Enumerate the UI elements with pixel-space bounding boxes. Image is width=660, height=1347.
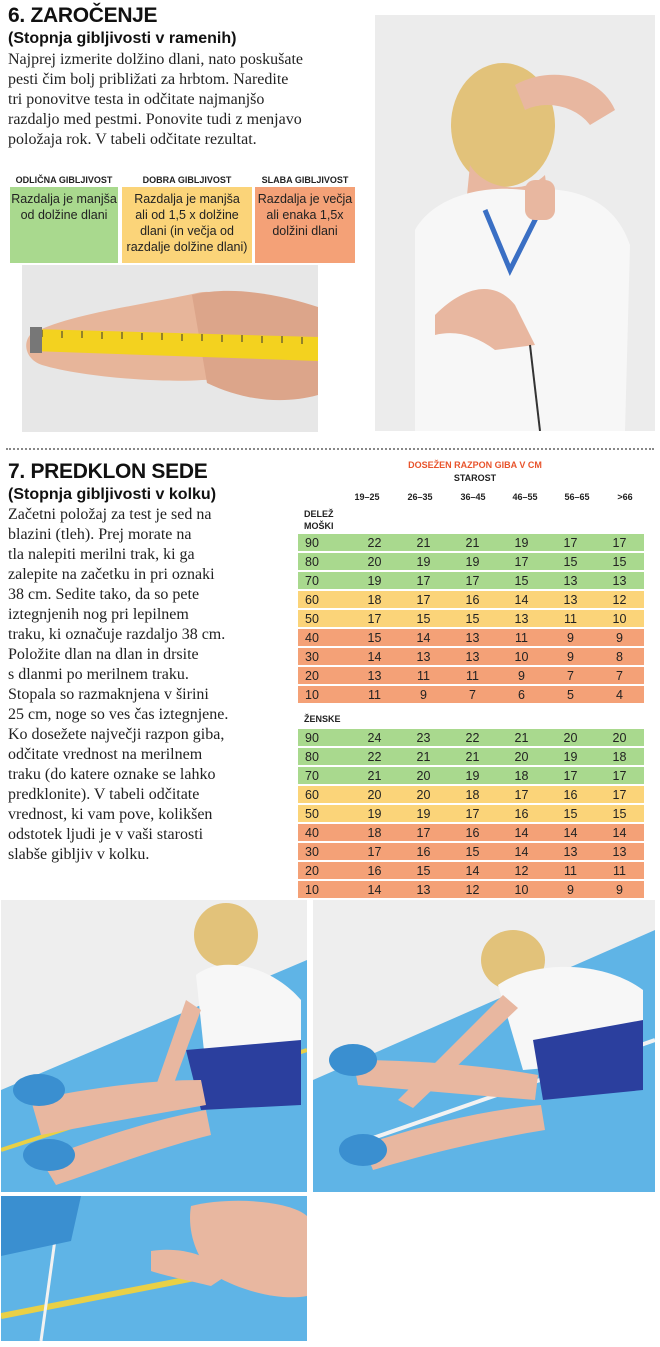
men-group-label [304, 508, 334, 532]
sit-reach-photo-2 [313, 900, 655, 1192]
value-cell: 9 [616, 882, 623, 897]
value-cell: 20 [612, 730, 627, 745]
value-cell: 11 [466, 668, 479, 683]
section7-body [8, 505, 293, 865]
women-table-row [298, 862, 644, 879]
percentile-cell: 70 [305, 573, 319, 588]
rating-good [122, 174, 252, 263]
section7-title: 7. PREDKLON SEDE [8, 460, 208, 483]
value-cell: 6 [518, 687, 525, 702]
body-line: predklonite). V tabeli odčitate [8, 786, 200, 803]
value-cell: 24 [367, 730, 382, 745]
percentile-cell: 70 [305, 768, 319, 783]
body-line: slabše gibljiv v kolku. [8, 846, 150, 863]
value-cell: 11 [613, 863, 626, 878]
value-cell: 14 [416, 630, 431, 645]
value-cell: 17 [612, 535, 627, 550]
value-cell: 11 [515, 630, 528, 645]
value-cell: 20 [416, 787, 431, 802]
value-cell: 16 [465, 825, 480, 840]
value-cell: 13 [367, 668, 382, 683]
value-cell: 19 [563, 749, 578, 764]
value-cell: 21 [465, 535, 480, 550]
women-table-row [298, 881, 644, 898]
men-table-row [298, 686, 644, 703]
value-cell: 15 [416, 863, 431, 878]
section7-subtitle: (Stopnja gibljivosti v kolku) [8, 486, 217, 503]
value-cell: 20 [514, 749, 529, 764]
value-cell: 14 [563, 825, 578, 840]
body-line: Položite dlan na dlan in drsite [8, 646, 199, 663]
rating-line: Razdalja je manjša [134, 192, 240, 206]
value-cell: 13 [416, 649, 431, 664]
value-cell: 17 [612, 787, 627, 802]
rating-poor [255, 174, 355, 263]
value-cell: 21 [367, 768, 382, 783]
value-cell: 17 [367, 611, 382, 626]
women-table-row [298, 767, 644, 784]
rating-line: Razdalja je manjša [11, 192, 117, 206]
value-cell: 15 [612, 806, 627, 821]
value-cell: 17 [612, 768, 627, 783]
value-cell: 14 [465, 863, 480, 878]
value-cell: 17 [465, 806, 480, 821]
body-line: Ko dosežete največji razpon giba, [8, 726, 225, 743]
value-cell: 11 [564, 611, 577, 626]
value-cell: 16 [514, 806, 529, 821]
value-cell: 9 [518, 668, 525, 683]
value-cell: 15 [465, 844, 480, 859]
value-cell: 17 [563, 768, 578, 783]
table-subcaption: STAROST [453, 473, 497, 483]
age-header: >66 [617, 492, 633, 502]
value-cell: 13 [465, 649, 480, 664]
value-cell: 13 [563, 573, 578, 588]
rating-header: SLABA GIBLJIVOST [261, 175, 349, 185]
body-line: traku (do katere oznake se lahko [8, 766, 216, 783]
value-cell: 14 [367, 649, 382, 664]
age-header: 19–25 [354, 492, 380, 502]
value-cell: 18 [367, 592, 382, 607]
value-cell: 11 [564, 863, 577, 878]
value-cell: 22 [367, 749, 382, 764]
percentile-cell: 90 [305, 535, 319, 550]
value-cell: 14 [367, 882, 382, 897]
age-header: 56–65 [564, 492, 590, 502]
rating-line: od dolžine dlani [20, 208, 108, 222]
value-cell: 15 [367, 630, 382, 645]
hand-measure-photo [22, 265, 318, 432]
rating-box [10, 187, 118, 263]
body-line: 38 cm. Sedite tako, da so pete [8, 586, 200, 603]
body-line: blazini (tleh). Prej morate na [8, 526, 192, 543]
value-cell: 21 [416, 749, 431, 764]
men-table-row [298, 572, 644, 589]
value-cell: 14 [514, 825, 529, 840]
percentile-cell: 60 [305, 787, 319, 802]
body-line: tri ponovitve testa in odčitate najmanjšo [8, 91, 265, 108]
value-cell: 15 [563, 806, 578, 821]
value-cell: 16 [563, 787, 578, 802]
value-cell: 9 [420, 687, 427, 702]
rating-line: dlani (in večja od [140, 224, 234, 238]
value-cell: 14 [514, 844, 529, 859]
rating-line: ali enaka 1,5x [266, 208, 344, 222]
value-cell: 15 [514, 573, 529, 588]
value-cell: 14 [514, 592, 529, 607]
value-cell: 7 [567, 668, 574, 683]
rating-header: DOBRA GIBLJIVOST [142, 175, 232, 185]
body-line: razdaljo med pestmi. Ponovite tudi z menjavo [8, 111, 302, 128]
men-table-row [298, 591, 644, 608]
value-cell: 20 [367, 787, 382, 802]
percentile-cell: 40 [305, 825, 319, 840]
value-cell: 13 [563, 592, 578, 607]
men-label: MOŠKI [304, 521, 334, 531]
body-line: Začetni položaj za test je sed na [8, 506, 212, 523]
value-cell: 16 [416, 844, 431, 859]
value-cell: 13 [563, 844, 578, 859]
value-cell: 21 [416, 535, 431, 550]
value-cell: 20 [416, 768, 431, 783]
percentile-cell: 80 [305, 749, 319, 764]
women-table-row [298, 824, 644, 841]
body-line: zalepite na začetku in pri oznaki [8, 566, 215, 583]
value-cell: 17 [416, 592, 431, 607]
value-cell: 13 [465, 630, 480, 645]
value-cell: 18 [367, 825, 382, 840]
value-cell: 11 [368, 687, 381, 702]
value-cell: 18 [612, 749, 627, 764]
value-cell: 16 [465, 592, 480, 607]
section6-title: 6. ZAROČENJE [8, 4, 158, 27]
body-line: traku, ki označuje razdaljo 38 cm. [8, 626, 226, 643]
women-table-row [298, 843, 644, 860]
value-cell: 13 [612, 573, 627, 588]
men-table-row [298, 629, 644, 646]
value-cell: 12 [465, 882, 480, 897]
age-header: 26–35 [407, 492, 433, 502]
value-cell: 21 [465, 749, 480, 764]
percentile-cell: 90 [305, 730, 319, 745]
percentile-cell: 20 [305, 863, 319, 878]
percentile-cell: 10 [305, 882, 319, 897]
value-cell: 15 [612, 554, 627, 569]
section6-subtitle: (Stopnja gibljivosti v ramenih) [8, 30, 237, 47]
value-cell: 13 [514, 611, 529, 626]
value-cell: 19 [514, 535, 529, 550]
value-cell: 17 [416, 573, 431, 588]
percentile-cell: 20 [305, 668, 319, 683]
value-cell: 11 [417, 668, 430, 683]
share-label: DELEŽ [304, 509, 334, 519]
men-table-row [298, 648, 644, 665]
value-cell: 17 [416, 825, 431, 840]
table-caption: DOSEŽEN RAZPON GIBA V CM [408, 460, 542, 470]
rating-line: Razdalja je večja [257, 192, 353, 206]
value-cell: 17 [514, 787, 529, 802]
body-line: Najprej izmerite dolžino dlani, nato poskušate [8, 51, 304, 68]
value-cell: 17 [563, 535, 578, 550]
value-cell: 18 [465, 787, 480, 802]
value-cell: 5 [567, 687, 574, 702]
value-cell: 20 [563, 730, 578, 745]
value-cell: 15 [416, 611, 431, 626]
shoulder-stretch-photo [375, 15, 655, 431]
hands-tape-closeup-photo [1, 1196, 307, 1341]
women-table-row [298, 729, 644, 746]
body-line: vrednost, ki vam pove, kolikšen [8, 806, 213, 823]
women-group-label: ŽENSKE [304, 714, 341, 724]
rating-box [255, 187, 355, 263]
value-cell: 18 [514, 768, 529, 783]
rating-box [122, 187, 252, 263]
value-cell: 13 [416, 882, 431, 897]
body-line: pesti čim bolj približati za hrbtom. Naredite [8, 71, 289, 88]
body-line: odstotek ljudi je v vaši starosti [8, 826, 204, 843]
section6-body [8, 50, 368, 150]
value-cell: 7 [616, 668, 623, 683]
value-cell: 15 [465, 611, 480, 626]
value-cell: 8 [616, 649, 623, 664]
value-cell: 22 [367, 535, 382, 550]
body-line: odčitate vrednost na merilnem [8, 746, 203, 763]
value-cell: 12 [612, 592, 627, 607]
value-cell: 17 [367, 844, 382, 859]
men-table-row [298, 667, 644, 684]
age-header: 46–55 [512, 492, 538, 502]
women-table-row [298, 805, 644, 822]
value-cell: 10 [612, 611, 627, 626]
percentile-cell: 50 [305, 806, 319, 821]
value-cell: 22 [465, 730, 480, 745]
value-cell: 21 [514, 730, 529, 745]
rating-excellent [10, 174, 118, 263]
percentile-cell: 40 [305, 630, 319, 645]
men-table-row [298, 534, 644, 551]
percentile-cell: 10 [305, 687, 319, 702]
rating-line: razdalje dolžine dlani) [126, 240, 248, 254]
value-cell: 16 [367, 863, 382, 878]
value-cell: 10 [514, 649, 529, 664]
men-table-row [298, 553, 644, 570]
value-cell: 9 [567, 649, 574, 664]
percentile-cell: 30 [305, 649, 319, 664]
value-cell: 19 [416, 806, 431, 821]
percentile-cell: 80 [305, 554, 319, 569]
value-cell: 7 [469, 687, 476, 702]
body-line: Stopala so razmaknjena v širini [8, 686, 209, 703]
sit-reach-photo-1 [1, 900, 307, 1192]
value-cell: 9 [567, 630, 574, 645]
rating-header: ODLIČNA GIBLJIVOST [15, 175, 113, 185]
rating-line: ali od 1,5 x dolžine [135, 208, 239, 222]
value-cell: 14 [612, 825, 627, 840]
rating-line: dolžini dlani [272, 224, 338, 238]
value-cell: 19 [465, 554, 480, 569]
women-table-row [298, 748, 644, 765]
women-table-row [298, 786, 644, 803]
percentile-cell: 50 [305, 611, 319, 626]
value-cell: 17 [514, 554, 529, 569]
body-line: 25 cm, noge so ves čas iztegnjene. [8, 706, 229, 723]
value-cell: 23 [416, 730, 431, 745]
value-cell: 15 [563, 554, 578, 569]
value-cell: 9 [616, 630, 623, 645]
men-table-row [298, 610, 644, 627]
section-divider [6, 448, 654, 450]
value-cell: 12 [514, 863, 529, 878]
value-cell: 19 [416, 554, 431, 569]
value-cell: 19 [367, 806, 382, 821]
value-cell: 13 [612, 844, 627, 859]
value-cell: 9 [567, 882, 574, 897]
body-line: iztegnjenih nog pri lepilnem [8, 606, 189, 623]
value-cell: 19 [367, 573, 382, 588]
body-line: tla nalepiti merilni trak, ki ga [8, 546, 195, 563]
value-cell: 10 [514, 882, 529, 897]
value-cell: 17 [465, 573, 480, 588]
value-cell: 20 [367, 554, 382, 569]
percentile-cell: 30 [305, 844, 319, 859]
body-line: položaja rok. V tabeli odčitate rezultat. [8, 131, 257, 148]
percentile-cell: 60 [305, 592, 319, 607]
value-cell: 19 [465, 768, 480, 783]
value-cell: 4 [616, 687, 623, 702]
age-header: 36–45 [460, 492, 486, 502]
body-line: s dlanmi po merilnem traku. [8, 666, 189, 683]
